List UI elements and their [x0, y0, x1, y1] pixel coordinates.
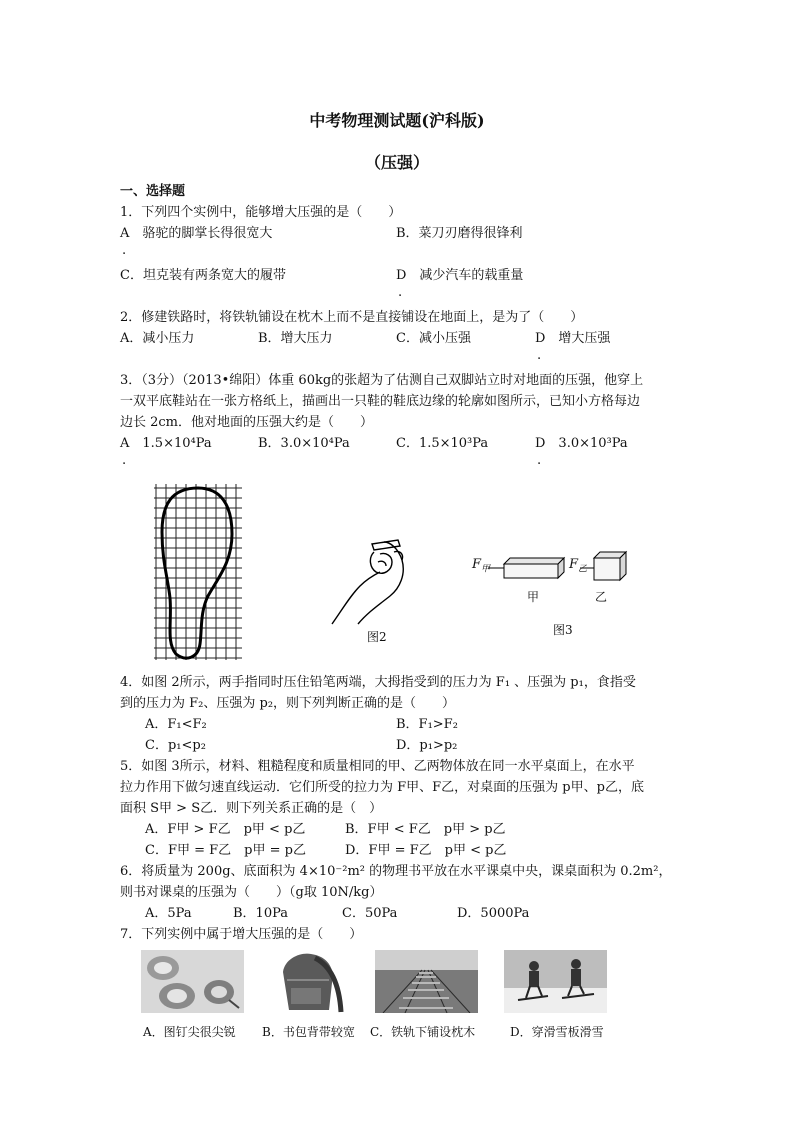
shoe-sole-grid-figure [152, 482, 244, 662]
force-label-a: $F_甲$ [472, 557, 491, 575]
q1-option-b: B．菜刀刃磨得很锋利 [396, 226, 523, 241]
thumbtack-photo [141, 950, 244, 1013]
q3-option-a: A 1.5×10⁴Pa [120, 436, 212, 451]
figure-3-caption: 图3 [553, 623, 573, 637]
q3-line1: 3．（3分）（2013•绵阳）体重 60kg的张超为了估测自己双脚站立时对地面的压强，他穿上 [120, 373, 644, 388]
two-blocks-figure [468, 550, 640, 610]
q3-option-b: B．3.0×10⁴Pa [258, 436, 350, 451]
q5-option-b: B．F甲 < F乙 p甲 > p乙 [345, 822, 506, 837]
q7-option-a: A．图钉尖很尖锐 [143, 1025, 236, 1039]
q5-line3: 面积 S甲 > S乙．则下列关系正确的是（ ） [120, 801, 383, 816]
q7-option-b: B．书包背带较宽 [262, 1025, 355, 1039]
q6-option-b: B．10Pa [233, 906, 289, 921]
q5-line2: 拉力作用下做匀速直线运动．它们所受的拉力为 F甲、F乙，对桌面的压强为 p甲、p乙，底 [120, 780, 644, 795]
block-label-b: 乙 [595, 590, 608, 604]
q4-option-c: C．p₁<p₂ [145, 738, 206, 753]
q7-stem: 7．下列实例中属于增大压强的是（ ） [120, 927, 363, 942]
q1-stem: 1．下列四个实例中，能够增大压强的是（ ） [120, 205, 402, 220]
q6-option-d: D．5000Pa [457, 906, 530, 921]
q5-option-a: A．F甲 > F乙 p甲 < p乙 [145, 822, 306, 837]
backpack-photo [269, 950, 372, 1013]
q2-option-d: D 增大压强 [535, 331, 611, 346]
q5-option-d: D．F甲 = F乙 p甲 < p乙 [345, 843, 507, 858]
section-heading: 一、选择题 [120, 184, 186, 199]
dot-mark: . [537, 348, 542, 363]
q4-option-b: B．F₁>F₂ [396, 717, 458, 732]
block-label-a: 甲 [527, 590, 540, 604]
q6-line2: 则书对课桌的压强为（ ）（g取 10N/kg） [120, 885, 383, 900]
q2-option-a: A．减小压力 [120, 331, 195, 346]
q6-option-c: C．50Pa [342, 906, 398, 921]
q3-line2: 一双平底鞋站在一张方格纸上，描画出一只鞋的鞋底边缘的轮廓如图所示，已知小方格每边 [120, 394, 641, 409]
page-title: 中考物理测试题(沪科版) [309, 111, 485, 130]
q4-line2: 到的压力为 F₂、压强为 p₂，则下列判断正确的是（ ） [120, 696, 456, 711]
q7-option-c: C．铁轨下铺设枕木 [370, 1025, 476, 1039]
q4-option-a: A．F₁<F₂ [145, 717, 207, 732]
q6-option-a: A．5Pa [145, 906, 192, 921]
dot-mark: . [122, 243, 127, 258]
figure-2-caption: 图2 [367, 630, 387, 644]
q7-option-d: D．穿滑雪板滑雪 [510, 1025, 604, 1039]
q4-line1: 4．如图 2所示，两手指同时压住铅笔两端，大拇指受到的压力为 F₁ 、压强为 p₁，食指受 [120, 675, 636, 690]
q5-option-c: C．F甲 = F乙 p甲 = p乙 [145, 843, 306, 858]
dot-mark: . [398, 285, 403, 300]
force-label-b: $F_乙$ [569, 557, 588, 575]
q5-line1: 5．如图 3所示，材料、粗糙程度和质量相同的甲、乙两物体放在同一水平桌面上，在水平 [120, 759, 635, 774]
q3-option-c: C．1.5×10³Pa [396, 436, 489, 451]
q3-option-d: D 3.0×10³Pa [535, 436, 628, 451]
q1-option-a: A 骆驼的脚掌长得很宽大 [120, 226, 273, 241]
q1-option-c: C．坦克装有两条宽大的履带 [120, 268, 286, 283]
q3-line3: 边长 2cm．他对地面的压强大约是（ ） [120, 415, 374, 430]
dot-mark: . [537, 453, 542, 468]
skiing-photo [504, 950, 607, 1013]
q4-option-d: D．p₁>p₂ [396, 738, 458, 753]
q6-line1: 6．将质量为 200g、底面积为 4×10⁻²m² 的物理书平放在水平课桌中央，课桌面积为 0.2m²， [120, 864, 672, 879]
q1-option-d: D 减少汽车的载重量 [396, 268, 524, 283]
q2-option-c: C．减小压强 [396, 331, 471, 346]
q2-stem: 2．修建铁路时，将铁轨铺设在枕木上而不是直接铺设在地面上，是为了（ ） [120, 310, 584, 325]
q2-option-b: B．增大压力 [258, 331, 333, 346]
hand-pencil-figure [328, 532, 412, 626]
railway-photo [375, 950, 478, 1013]
page-subtitle: （压强） [364, 153, 429, 172]
dot-mark: . [122, 453, 127, 468]
